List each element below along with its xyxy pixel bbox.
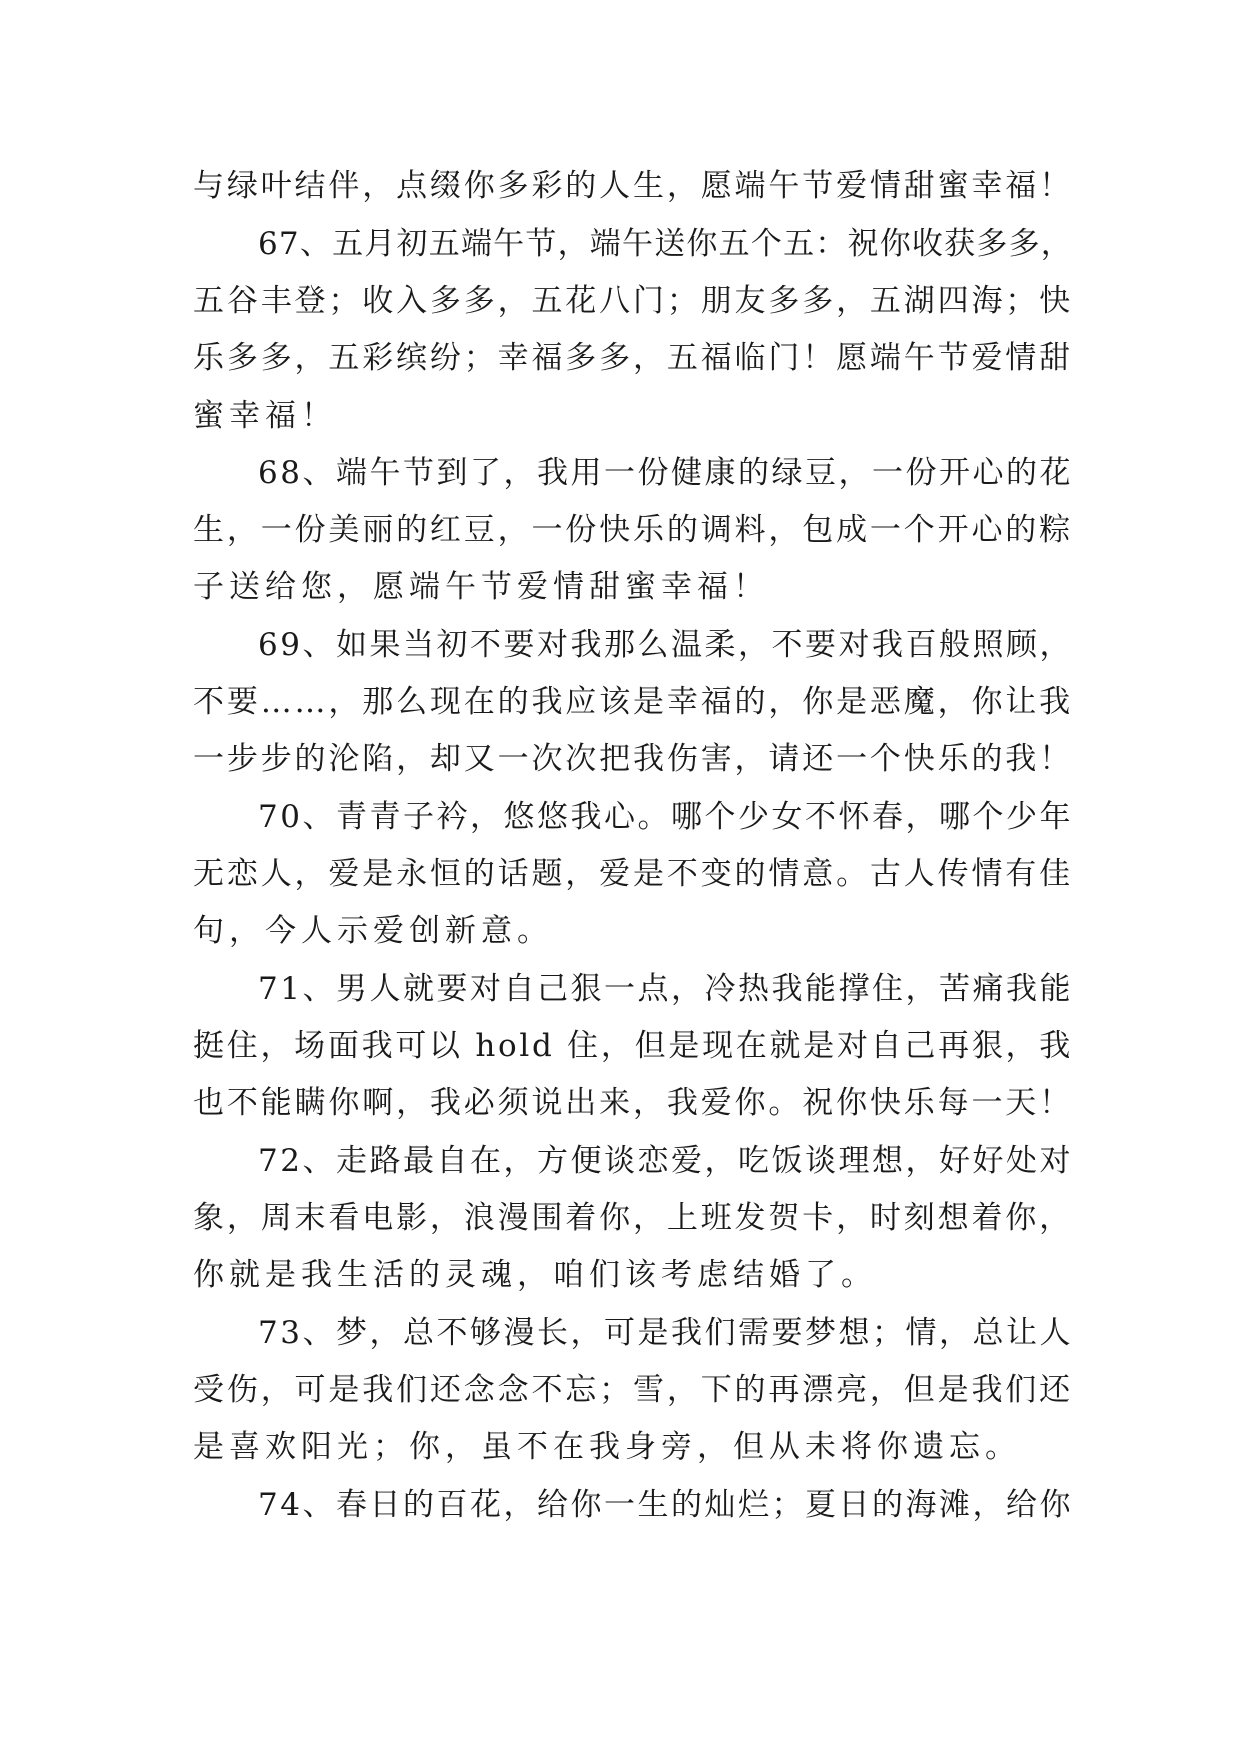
text-line: 受伤，可是我们还念念不忘；雪，下的再漂亮，但是我们还: [193, 1372, 1073, 1408]
text-line: 67、五月初五端午节，端午送你五个五：祝你收获多多，: [258, 226, 1073, 262]
text-line: 无恋人，爱是永恒的话题，爱是不变的情意。古人传情有佳: [193, 856, 1073, 892]
text-line: 是喜欢阳光；你，虽不在我身旁，但从未将你遗忘。: [193, 1429, 1021, 1465]
text-line: 生，一份美丽的红豆，一份快乐的调料，包成一个开心的粽: [193, 512, 1073, 548]
text-line: 72、走路最自在，方便谈恋爱，吃饭谈理想，好好处对: [258, 1143, 1073, 1179]
text-line: 不要……，那么现在的我应该是幸福的，你是恶魔，你让我: [193, 684, 1073, 720]
text-line: 象，周末看电影，浪漫围着你，上班发贺卡，时刻想着你，: [193, 1200, 1073, 1236]
text-line: 子送给您，愿端午节爱情甜蜜幸福！: [193, 569, 769, 605]
text-line: 与绿叶结伴，点缀你多彩的人生，愿端午节爱情甜蜜幸福！: [193, 168, 1073, 204]
text-line: 你就是我生活的灵魂，咱们该考虑结婚了。: [193, 1257, 877, 1293]
text-line: 蜜幸福！: [193, 398, 337, 434]
text-line: 71、男人就要对自己狠一点，冷热我能撑住，苦痛我能: [258, 971, 1073, 1007]
text-line: 也不能瞒你啊，我必须说出来，我爱你。祝你快乐每一天！: [193, 1085, 1073, 1121]
text-line: 句，今人示爱创新意。: [193, 913, 553, 949]
text-line: 一步步的沦陷，却又一次次把我伤害，请还一个快乐的我！: [193, 741, 1073, 777]
text-line: 挺住，场面我可以 hold 住，但是现在就是对自己再狠，我: [193, 1028, 1073, 1064]
text-line: 五谷丰登；收入多多，五花八门；朋友多多，五湖四海；快: [193, 283, 1073, 319]
text-line: 乐多多，五彩缤纷；幸福多多，五福临门！愿端午节爱情甜: [193, 340, 1073, 376]
text-line: 74、春日的百花，给你一生的灿烂；夏日的海滩，给你: [258, 1487, 1073, 1523]
text-line: 69、如果当初不要对我那么温柔，不要对我百般照顾，: [258, 627, 1073, 663]
text-line: 70、青青子衿，悠悠我心。哪个少女不怀春，哪个少年: [258, 799, 1073, 835]
text-line: 73、梦，总不够漫长，可是我们需要梦想；情，总让人: [258, 1315, 1073, 1351]
text-line: 68、端午节到了，我用一份健康的绿豆，一份开心的花: [258, 455, 1073, 491]
